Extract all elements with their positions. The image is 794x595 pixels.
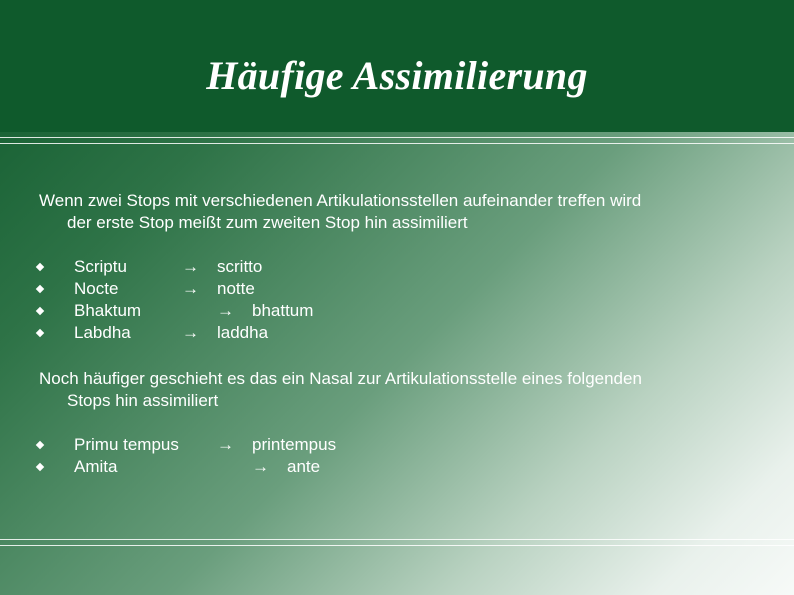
diamond-bullet-icon <box>36 263 44 271</box>
footer-divider-bottom <box>0 545 794 546</box>
arrow-icon: → <box>182 257 199 276</box>
intro-1-line-1: Wenn zwei Stops mit verschiedenen Artikulationsstellen aufeinander treffen wird <box>39 191 642 210</box>
intro-paragraph-1 <box>39 190 769 234</box>
intro-paragraph-2 <box>39 368 769 412</box>
latin-term: Primu tempus <box>74 435 179 454</box>
result-term: notte <box>217 279 255 298</box>
arrow-icon: → <box>182 323 199 342</box>
intro-2-line-1: Noch häufiger geschieht es das ein Nasal zur Artikulationsstelle eines folgenden <box>39 369 642 388</box>
result-term: scritto <box>217 257 263 276</box>
header-divider-top <box>0 137 794 138</box>
result-term: ante <box>287 457 321 476</box>
arrow-icon: → <box>182 279 199 298</box>
latin-term: Nocte <box>74 279 119 298</box>
arrow-icon: → <box>252 457 269 476</box>
diamond-bullet-icon <box>36 285 44 293</box>
latin-term: Bhaktum <box>74 301 142 320</box>
slide-title: Häufige Assimilierung <box>206 53 588 98</box>
diamond-bullet-icon <box>36 307 44 315</box>
diamond-bullet-icon <box>36 329 44 337</box>
arrow-icon: → <box>217 301 234 320</box>
arrow-icon: → <box>217 435 234 454</box>
result-term: printempus <box>252 435 337 454</box>
result-term: bhattum <box>252 301 314 320</box>
result-term: laddha <box>217 323 269 342</box>
diamond-bullet-icon <box>36 463 44 471</box>
footer-divider-top <box>0 539 794 540</box>
intro-1-line-2: der erste Stop meißt zum zweiten Stop hin assimiliert <box>67 213 468 232</box>
header-divider-bottom <box>0 143 794 144</box>
diamond-bullet-icon <box>36 441 44 449</box>
intro-2-line-2: Stops hin assimiliert <box>67 391 219 410</box>
title-bar <box>0 0 794 132</box>
latin-term: Amita <box>74 457 118 476</box>
latin-term: Scriptu <box>74 257 127 276</box>
latin-term: Labdha <box>74 323 131 342</box>
